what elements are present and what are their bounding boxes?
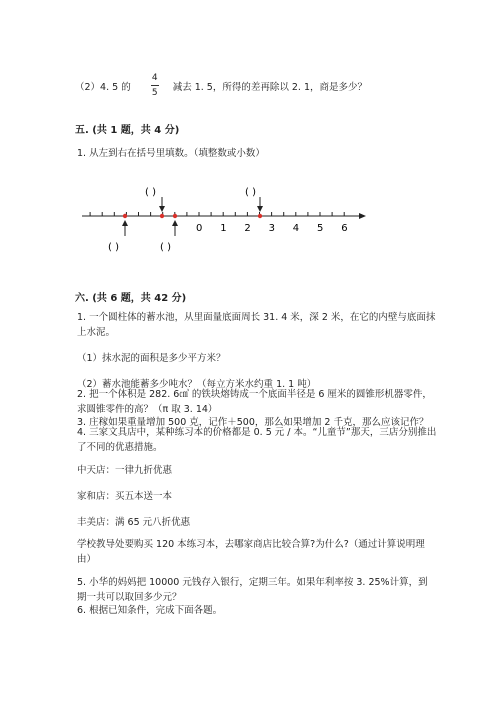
shop-3: 丰美店：满 65 元八折优惠 bbox=[77, 517, 191, 528]
fraction-numerator: 4 bbox=[151, 73, 158, 83]
tick-label: 3 bbox=[268, 223, 275, 234]
number-line-ticks bbox=[90, 212, 344, 216]
section-6-question-5: 5. 小华的妈妈把 10000 元钱存入银行，定期三年。如果年利率按 3. 25%计算，到期一共可以取回多少元？ bbox=[77, 577, 428, 603]
point-d bbox=[258, 214, 262, 218]
tick-label: 4 bbox=[292, 223, 300, 234]
shop-1: 中天店：一律九折优惠 bbox=[77, 465, 173, 476]
section-6-question-6: 6. 根据已知条件，完成下面各题。 bbox=[77, 605, 223, 616]
tick-label: 1 bbox=[220, 223, 227, 234]
point-b bbox=[160, 214, 164, 218]
question-prefix: （2）4. 5 的 bbox=[75, 81, 131, 93]
tick-label: 5 bbox=[317, 223, 324, 234]
blank-above-2: ( ) bbox=[245, 187, 256, 198]
section-6-question-1: 1. 一个圆柱体的蓄水池，从里面量底面周长 31. 4 米，深 2 米，在它的内壁与底面抹上水泥。 bbox=[77, 312, 436, 338]
fraction-denominator: 5 bbox=[151, 88, 158, 98]
question-suffix: 减去 1. 5，所得的差再除以 2. 1，商是多少？ bbox=[172, 81, 367, 93]
section-6-question-4: 4. 三家文具店中，某种练习本的价格都是 0. 5 元 / 本。“儿童节”那天，三店分别推出了不同的优惠措施。 bbox=[77, 427, 437, 453]
section-6-question-3: 3. 庄稼如果重量增加 500 克，记作＋500，那么如果增加 2 千克，那么应该记作？ bbox=[77, 417, 429, 428]
down-arrow-2 bbox=[257, 197, 263, 212]
down-arrow-1 bbox=[159, 197, 165, 212]
blank-above-1: ( ) bbox=[145, 187, 156, 198]
blank-below-1: ( ) bbox=[108, 242, 119, 253]
section-5-question-1: 1. 从左到右在括号里填数。（填整数或小数） bbox=[77, 148, 265, 159]
point-c bbox=[173, 214, 177, 218]
up-arrow-1 bbox=[122, 220, 128, 236]
number-line-arrowhead bbox=[359, 213, 366, 219]
point-a bbox=[123, 214, 127, 218]
up-arrow-2 bbox=[172, 220, 178, 236]
section-6-question-4-ask: 学校教导处要购买 120 本练习本，去哪家商店比较合算?为什么?（通过计算说明理由） bbox=[77, 539, 425, 565]
tick-label: 0 bbox=[196, 223, 203, 234]
section-5-title: 五. (共 1 题，共 4 分) bbox=[75, 125, 180, 136]
tick-label: 6 bbox=[341, 223, 348, 234]
tick-label: 2 bbox=[244, 223, 251, 234]
section-6-question-1-part-1: （1）抹水泥的面积是多少平方米？ bbox=[77, 353, 226, 364]
section-6-title: 六. (共 6 题，共 42 分) bbox=[75, 293, 187, 304]
blank-below-2: ( ) bbox=[160, 242, 171, 253]
section-6-question-2: 2. 把一个体积是 282. 6㎤ 的铁块熔铸成一个底面半径是 6 厘米的圆锥形机器零件，求圆锥零件的高？（π 取 3. 14） bbox=[77, 389, 432, 415]
number-line bbox=[82, 187, 366, 253]
section-6-question-1-part-2: （2）蓄水池能蓄多少吨水？（每立方米水约重 1. 1 吨） bbox=[77, 379, 317, 390]
number-line-labels bbox=[196, 223, 348, 234]
shop-2: 家和店：买五本送一本 bbox=[77, 491, 173, 502]
